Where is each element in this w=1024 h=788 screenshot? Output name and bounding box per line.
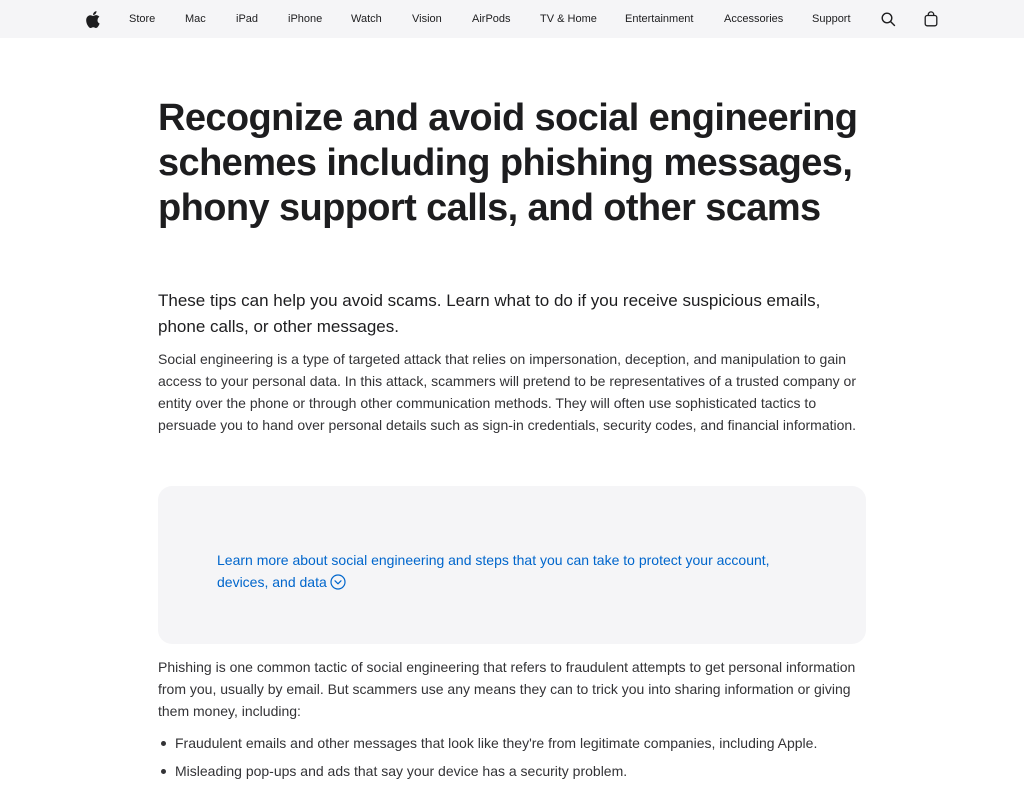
scam-types-list <box>158 732 878 788</box>
page-title: Recognize and avoid social engineering schemes including phishing messages, phony support calls, and other scams <box>158 97 858 229</box>
nav-item-airpods[interactable]: AirPods <box>472 13 511 25</box>
nav-item-watch[interactable]: Watch <box>351 13 382 25</box>
nav-item-tv-home[interactable]: TV & Home <box>540 13 597 25</box>
apple-logo-icon[interactable] <box>84 10 102 28</box>
nav-item-iphone[interactable]: iPhone <box>288 13 323 25</box>
list-item <box>158 760 878 782</box>
chevron-down-circle-icon <box>330 574 346 596</box>
bag-icon[interactable] <box>922 10 940 28</box>
nav-item-ipad[interactable]: iPad <box>236 13 259 25</box>
article-intro: These tips can help you avoid scams. Learn what to do if you receive suspicious emails, phone calls, or other messages. <box>158 291 821 336</box>
global-nav <box>0 0 1024 38</box>
paragraph-phishing: Phishing is one common tactic of social engineering that refers to fraudulent attempts to get personal information from you, usually by email. But scammers use any means they can to trick you into sharing information or giving them money, including: <box>158 659 856 719</box>
learn-more-callout <box>158 486 866 644</box>
nav-item-accessories[interactable]: Accessories <box>724 13 784 25</box>
nav-item-mac[interactable]: Mac <box>185 13 206 25</box>
learn-more-link-text: Learn more about social engineering and steps that you can take to protect your account, devices, and data <box>217 552 770 590</box>
list-item <box>158 732 878 754</box>
search-icon[interactable] <box>879 10 897 28</box>
learn-more-link[interactable] <box>217 549 777 596</box>
nav-item-entertainment[interactable]: Entertainment <box>625 13 694 25</box>
nav-item-store[interactable]: Store <box>129 13 156 25</box>
bullet-dot <box>161 741 166 746</box>
list-item-text: Fraudulent emails and other messages that look like they're from legitimate companies, including Apple. <box>175 735 818 751</box>
paragraph-social-engineering: Social engineering is a type of targeted attack that relies on impersonation, deception, and manipulation to gain access to your personal data. In this attack, scammers will pretend to be representatives of a trusted company or entity over the phone or through other communication methods. They will often use sophisticated tactics to persuade you to hand over personal details such as sign-in credentials, security codes, and financial information. <box>158 351 857 433</box>
nav-item-vision[interactable]: Vision <box>412 13 442 25</box>
list-item-text: Misleading pop-ups and ads that say your device has a security problem. <box>175 763 628 779</box>
nav-item-support[interactable]: Support <box>812 13 851 25</box>
global-nav-inner <box>0 0 1024 38</box>
bullet-dot <box>161 769 166 774</box>
